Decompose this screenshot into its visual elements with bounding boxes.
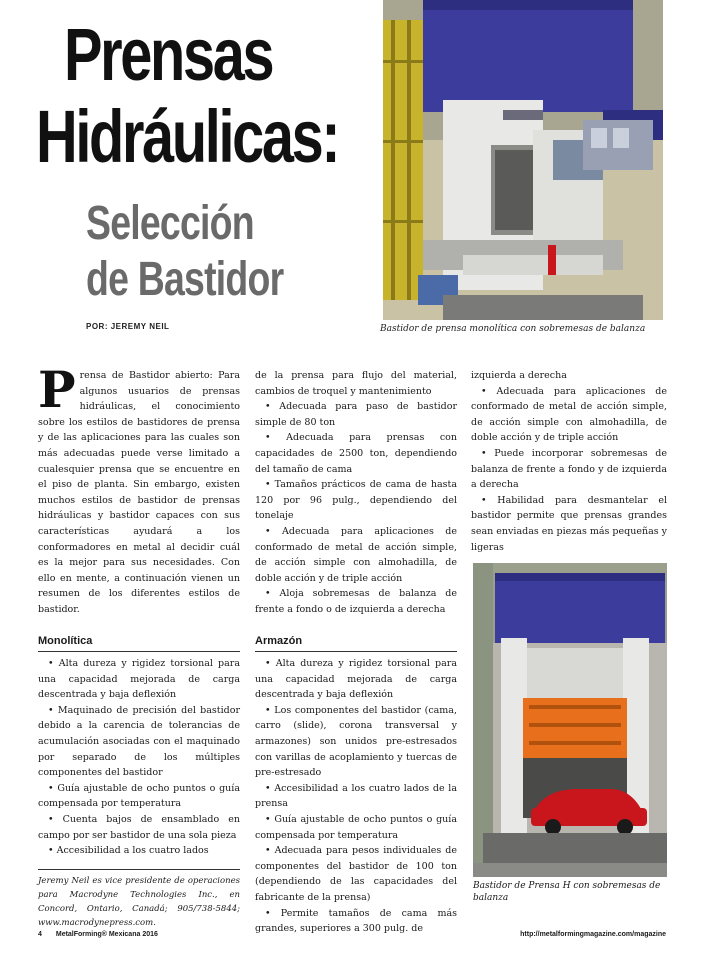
list-item: • Alta dureza y rigidez torsional para una capacidad mejorada de carga descentrada y baja deflexión: [255, 658, 457, 701]
section-heading-armazon: Armazón: [255, 634, 457, 653]
list-item: izquierda a derecha: [471, 370, 567, 381]
bottom-photo-caption: Bastidor de Prensa H con sobremesas de balanza: [473, 881, 661, 903]
list-item: • Aloja sobremesas de balanza de frente a fondo o de izquierda a derecha: [255, 588, 457, 615]
list-item: • Permite tamaños de cama más grandes, superiores a 300 pulg. de: [255, 907, 457, 935]
top-photo-caption: Bastidor de prensa monolítica con sobremesas de balanza: [380, 324, 646, 334]
list-item: • Accesibilidad a los cuatro lados de la prensa: [255, 782, 457, 810]
list-item: • Adecuada para paso de bastidor simple de 80 ton: [255, 401, 457, 428]
list-item: • Habilidad para desmantelar el bastidor permite que prensas grandes sean enviadas en piezas más pequeñas y ligeras: [471, 494, 667, 553]
footer-left: [38, 931, 170, 938]
list-item: • Adecuada para prensas con capacidades de 2500 ton, dependiendo del tamaño de cama: [255, 432, 457, 475]
column-1: [38, 360, 240, 930]
list-item: • Adecuada para aplicaciones de conformado de metal de acción simple, de acción simple con almohadilla, de doble acción y de triple acción: [255, 525, 457, 584]
byline: POR: JEREMY NEIL: [86, 322, 170, 331]
footer-url[interactable]: http://metalformingmagazine.com/magazine: [520, 931, 666, 938]
intro-text: rensa de Bastidor abierto: Para algunos usuarios de prensas hidráulicas, el conocimiento sobre los estilos de bastidores de prensa y de las aplicaciones para las cuales son más adecuadas puede verse limitado a cualesquier prensa que se encuentre en el piso de planta. Sin embargo, existen muchos estilos de bastidor de prensas hidráulicas y bastidor capaces con sus características ayudará a los conformadores en metal al decidir cuál es la mejor para sus necesidades. Con ello en mente, a continuación vienen un resumen de los diferentes estilos de bastidor.: [38, 370, 240, 615]
list-item: • Puede incorporar sobremesas de balanza de frente a fondo y de izquierda a derecha: [471, 447, 667, 491]
publication-name: MetalForming® Mexicana 2016: [55, 931, 158, 938]
list-item: • Cuenta bajos de ensamblado en campo por ser bastidor de una sola pieza: [38, 814, 240, 841]
h-frame-press-photo: [473, 563, 667, 877]
column-2: [255, 368, 457, 937]
dropcap: P: [38, 360, 76, 419]
article-title-line1: Prensas: [64, 13, 273, 96]
page-number: 4: [38, 931, 42, 938]
intro-paragraph: [38, 360, 240, 618]
article-subtitle-line2: de Bastidor: [86, 253, 284, 306]
article-title-line2: Hidráulicas:: [36, 95, 339, 178]
list-item: • Adecuada para aplicaciones de conformado de metal de acción simple, de acción simple con almohadilla, de doble acción y de triple acción: [471, 385, 667, 444]
list-item: de la prensa para flujo del material, cambios de troquel y mantenimiento: [255, 370, 457, 397]
list-item: • Los componentes del bastidor (cama, carro (slide), corona transversal y armazones) son unidos pre-estresados con varillas de acoplamiento y tuercas de pre-estresado: [255, 704, 457, 779]
list-item: • Guía ajustable de ocho puntos o guía compensada por temperatura: [38, 782, 240, 810]
article-subtitle-line1: Selección: [86, 197, 254, 250]
list-item: • Accesibilidad a los cuatro lados: [48, 845, 209, 857]
list-item: • Alta dureza y rigidez torsional para una capacidad mejorada de carga descentrada y baja deflexión: [38, 658, 240, 701]
section-heading-monolitica: Monolítica: [38, 634, 240, 653]
author-bio: Jeremy Neil es vice presidente de operaciones para Macrodyne Technologies Inc., en Concord, Ontario, Canadá; 905/738-5844; www.macrodynepress.com.: [38, 869, 240, 930]
list-item: • Maquinado de precisión del bastidor debido a la carencia de tolerancias de acumulación asociadas con el maquinado por separado de los múltiples componentes del bastidor: [38, 704, 240, 779]
monolithic-press-photo: [383, 0, 663, 320]
column-3: [471, 368, 667, 555]
list-item: • Tamaños prácticos de cama de hasta 120 por 96 pulg., dependiendo del tonelaje: [255, 479, 457, 522]
list-item: • Guía ajustable de ocho puntos o guía compensada por temperatura: [255, 814, 457, 841]
list-item: • Adecuada para pesos individuales de componentes del bastidor de 100 ton (dependiendo de las capacidades del fabricante de la prensa): [255, 845, 457, 903]
